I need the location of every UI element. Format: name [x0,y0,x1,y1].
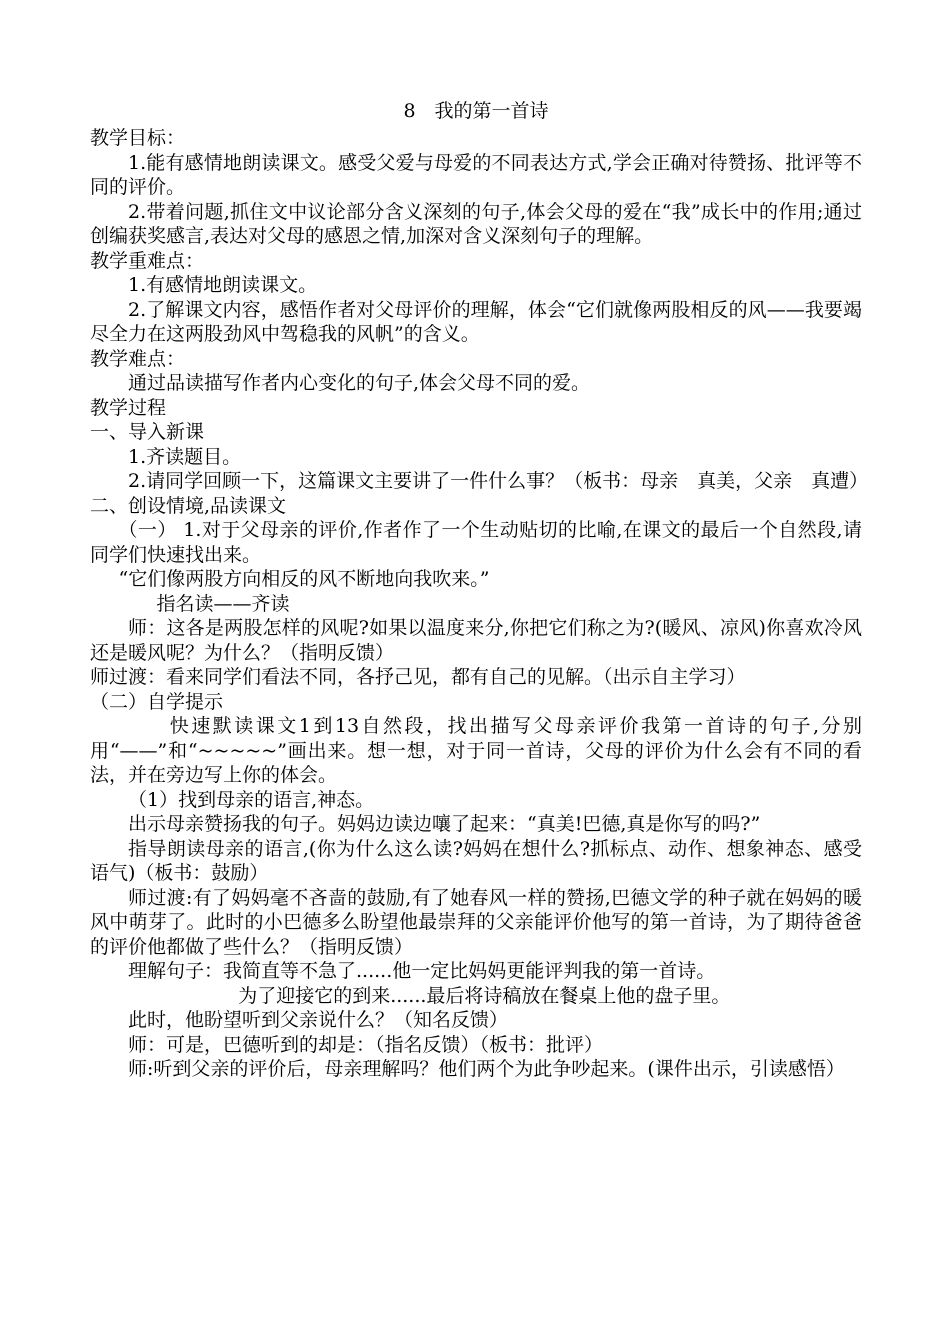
reading-guidance: 指导朗读母亲的语言,(你为什么这么读?妈妈在想什么?抓标点、动作、想象神态、感受语气)（板书：鼓励） [90,837,862,884]
mother-praise: 出示母亲赞扬我的句子。妈妈边读边嚷了起来：“真美!巴德,真是你写的吗?” [128,813,761,835]
document-page [90,98,869,1082]
difficulty-text: 通过品读描写作者内心变化的句子,体会父母不同的爱。 [128,372,591,394]
mother-language: （1）找到母亲的语言,神态。 [128,788,375,811]
intro-step-1: 1.齐读题目。 [128,445,242,468]
intro-step-2: 2.请同学回顾一下，这篇课文主要讲了一件什么事？（板书：母亲 真美，父亲 真遭） [128,470,869,492]
teacher-but: 师：可是，巴德听到的却是：（指名反馈）（板书：批评） [128,1033,604,1056]
quote-wind: “它们像两股方向相反的风不断地向我吹来。” [118,568,490,590]
document-title: 8 我的第一首诗 [403,100,549,122]
heading-self-study: （二）自学提示 [90,690,224,713]
goal-2: 2.带着问题,抓住文中议论部分含义深刻的句子,体会父母的爱在“我”成长中的作用;通过创编获奖感言,表达对父母的感恩之情,加深对含义深刻句子的理解。 [90,200,862,247]
self-study-prompt: 快速默读课文1到13自然段，找出描写父母亲评价我第一首诗的句子,分别用“——”和“~~~~~”画出来。想一想，对于同一首诗，父母的评价为什么会有不同的看法，并在旁边写上你的体会。 [90,715,862,786]
teacher-transition: 师过渡：看来同学们看法不同，各抒己见，都有自己的见解。（出示自主学习） [90,666,746,688]
heading-difficulty: 教学难点： [90,347,186,370]
read-instruction: 指名读——齐读 [156,592,290,615]
heading-key-points: 教学重难点： [90,249,205,272]
heading-teaching-process: 教学过程 [90,396,167,419]
heading-intro: 一、导入新课 [90,421,205,443]
understand-sentence-cont: 为了迎接它的到来......最后将诗稿放在餐桌上他的盘子里。 [238,984,731,1007]
key-point-2: 2.了解课文内容，感悟作者对父母评价的理解，体会“它们就像两股相反的风——我要竭尽全力在这两股劲风中驾稳我的风帆”的含义。 [90,298,862,345]
teacher-argument: 师:听到父亲的评价后，母亲理解吗？他们两个为此争吵起来。(课件出示，引读感悟） [128,1058,845,1080]
understand-sentence: 理解句子：我简直等不急了......他一定比妈妈更能评判我的第一首诗。 [128,960,716,982]
heading-reading: 二、创设情境,品读课文 [90,494,287,517]
teacher-transition-2: 师过渡:有了妈妈毫不吝啬的鼓励,有了她春风一样的赞扬,巴德文学的种子就在妈妈的暖风中萌芽了。此时的小巴德多么盼望他最崇拜的父亲能评价他写的第一首诗，为了期待爸爸的评价他都做了些什么？（指明反馈） [90,886,862,958]
heading-teaching-goals: 教学目标： [90,127,186,149]
reading-part-1: （一） 1.对于父母亲的评价,作者作了一个生动贴切的比喻,在课文的最后一个自然段,请同学们快速找出来。 [90,519,862,566]
teacher-question: 师：这各是两股怎样的风呢?如果以温度来分,你把它们称之为?(暖风、凉风)你喜欢冷风还是暖风呢？为什么？（指明反馈） [90,617,862,664]
key-point-1: 1.有感情地朗读课文。 [128,274,318,296]
expect-father: 此时，他盼望听到父亲说什么？（知名反馈） [128,1009,509,1031]
goal-1: 1.能有感情地朗读课文。感受父爱与母爱的不同表达方式,学会正确对待赞扬、批评等不同的评价。 [90,151,862,198]
